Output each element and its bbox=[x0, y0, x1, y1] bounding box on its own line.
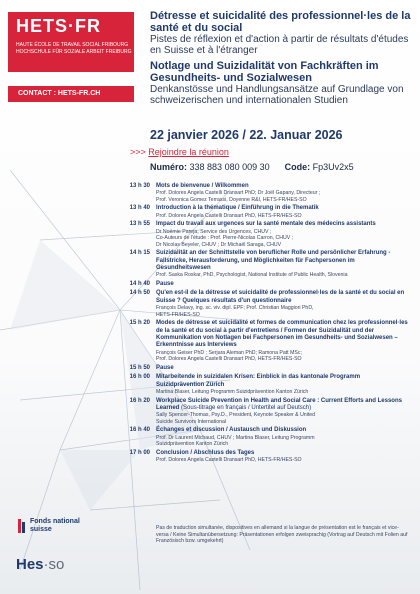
agenda-title bbox=[156, 450, 410, 457]
agenda-title bbox=[156, 427, 410, 434]
agenda-speaker: Prof. Dr Laurent Michaud, CHUV ; Martina Blaser, Leitung Programm bbox=[156, 434, 315, 441]
agenda-row bbox=[120, 250, 410, 279]
agenda-event bbox=[156, 290, 410, 318]
agenda-speaker: HETS-FR/HES-SO bbox=[156, 311, 200, 318]
meeting-number-label: Numéro: bbox=[150, 162, 188, 172]
agenda-speaker: Suizidprävention Kanton Zürich bbox=[156, 441, 229, 448]
meeting-code-label: Code: bbox=[284, 162, 311, 172]
agenda-title-text: Introduction à la thématique / Einführung in die Thematik bbox=[156, 205, 319, 212]
agenda-event bbox=[156, 205, 410, 219]
agenda-event bbox=[156, 374, 410, 395]
agenda-title bbox=[156, 250, 410, 272]
agenda-speaker: Prof. Dolores Angela Castelli Dransart PhD, HETS-FR/HES-SO bbox=[156, 356, 302, 363]
agenda-time: 13 h 55 bbox=[129, 221, 150, 228]
agenda-event bbox=[156, 221, 410, 248]
agenda-time: 14 h 50 bbox=[129, 290, 150, 297]
agenda-title-text: Pause bbox=[156, 280, 174, 287]
agenda-title bbox=[156, 290, 410, 305]
logo-subtitle bbox=[16, 42, 132, 56]
agenda-time: 17 h 00 bbox=[129, 449, 150, 456]
agenda-speaker: Prof. Saska Roskar, PhD, Psychologist, National Institute of Public Health, Slovenia bbox=[156, 272, 348, 279]
fonds-national-logo bbox=[30, 518, 80, 534]
agenda-title-text: Mitarbeitende in suizidalen Krisen: Einblick in das kantonale Programm Suizidprävention Zürich bbox=[156, 374, 361, 388]
contact-link[interactable]: CONTACT : HETS-FR.CH bbox=[8, 86, 134, 102]
title-fr: Détresse et suicidalité des professionnel·les de la santé et du social bbox=[150, 10, 411, 34]
agenda-time: 16 h 00 bbox=[129, 374, 150, 381]
logo-subtitle-de: HOCHSCHULE FÜR SOZIALE ARBEIT FREIBURG bbox=[16, 49, 132, 55]
join-arrows: >>> bbox=[130, 147, 146, 157]
agenda-time: 13 h 40 bbox=[129, 205, 150, 212]
agenda-row bbox=[120, 427, 410, 447]
agenda-row bbox=[120, 374, 410, 395]
agenda-event bbox=[156, 281, 410, 288]
logo-subtitle-fr: HAUTE ÉCOLE DE TRAVAIL SOCIAL FRIBOURG bbox=[16, 42, 129, 48]
agenda-title-text: Qu'en est-il de la détresse et suicidalité de professionnel·les de la santé et du social en Suisse ? Quelques résultats d'un questionnaire bbox=[156, 290, 405, 304]
agenda-speaker: Dr Nicolas Beyeler, CHUV ; Dr Michaël Saraga, CHUV bbox=[156, 241, 282, 248]
agenda-row bbox=[120, 221, 410, 248]
agenda-title-text: Impact du travail aux urgences sur la santé mentale des médecins assistants bbox=[156, 221, 376, 228]
agenda-title-text: Pause bbox=[156, 364, 174, 371]
agenda-speaker: François Geiser PhD ; Serjara Aleman PhD; Ramona Patt MSc; bbox=[156, 349, 302, 356]
agenda-speaker: François Delavy, ing. sc. viv. dipl. EPF; Prof. Christian Maggiori PhD, bbox=[156, 305, 314, 312]
subtitle-de: Denkanstösse und Handlungsansätze auf Grundlage von schweizerischen und internationalen Studien bbox=[150, 84, 404, 106]
agenda-event bbox=[156, 250, 410, 279]
agenda-title bbox=[156, 205, 410, 212]
agenda-time: 14 h 15 bbox=[129, 250, 150, 257]
agenda-time: 14 h 40 bbox=[129, 280, 150, 287]
agenda-speaker: Co-Auteurs de l'étude : Prof. Pierre-Nicolas Carron, CHUV ; bbox=[156, 235, 294, 242]
page-header bbox=[150, 10, 412, 106]
agenda-title-note: (Sous-titrage en français / Untertitel auf Deutsch) bbox=[181, 404, 312, 411]
agenda-title bbox=[156, 374, 410, 389]
agenda-row bbox=[120, 320, 410, 363]
agenda-speaker: Martina Blaser, Leitung Programm Suizidprävention Kanton Zürich bbox=[156, 389, 309, 395]
agenda-title-text: Mots de bienvenue / Wilkommen bbox=[156, 183, 249, 189]
hets-fr-logo bbox=[8, 12, 134, 72]
agenda-event bbox=[156, 450, 410, 464]
meeting-number: 338 883 080 009 30 bbox=[189, 162, 270, 172]
logo-title: HETS·FR bbox=[16, 16, 101, 36]
agenda-row bbox=[120, 290, 410, 318]
agenda-title bbox=[156, 320, 410, 350]
agenda-title bbox=[156, 221, 410, 228]
agenda-speaker: Dr Noémie Pareja, Service des Urgences, CHUV ; bbox=[156, 228, 272, 235]
hes-suffix: ·so bbox=[43, 556, 65, 573]
agenda-time: 13 h 30 bbox=[129, 183, 150, 189]
meeting-code: Fp3Uv2x5 bbox=[312, 162, 354, 172]
agenda-row bbox=[120, 281, 410, 288]
agenda-title bbox=[156, 281, 410, 288]
agenda-title-text: Modes de détresse et suicidalité et formes de communication chez les professionnel·les de la santé et du social à partir d'entretiens / Formen der Suizidalität und der Kommunikation von Notlagen bei Fachpersonen im Gesundheits- und Sozialwesen – Erkenntnisse aus Interviews bbox=[156, 320, 408, 349]
agenda-event bbox=[156, 320, 410, 363]
join-meeting-link[interactable]: Rejoindre la réunion bbox=[148, 147, 229, 157]
agenda-time: 16 h 40 bbox=[129, 427, 150, 434]
agenda-title-text: Workplace Suicide Prevention in Health and Social Care : Current Efforts and Lessons Learned bbox=[156, 397, 402, 411]
agenda-row bbox=[120, 205, 410, 219]
title-de: Notlage und Suizidalität von Fachkräften im Gesundheits- und Sozialwesen bbox=[150, 60, 379, 84]
agenda-speaker: Sally Spencer-Thomas, Psy.D., President, Keynote Speaker & United bbox=[156, 412, 316, 419]
hes-main: Hes bbox=[16, 556, 44, 573]
agenda-time: 15 h 20 bbox=[129, 320, 150, 327]
fonds-national-logo-icon bbox=[18, 519, 26, 533]
meeting-info bbox=[150, 162, 354, 172]
agenda-speaker: Prof. Dolores Angela Castelli Dransart PhD, HETS-FR/HES-SO bbox=[156, 212, 302, 219]
agenda-time: 15 h 50 bbox=[129, 364, 150, 371]
agenda-speaker: Prof. Veronica Gomez Terrassi, Doyenne R&I, HETS-FR/HES-SO bbox=[156, 196, 307, 203]
join-meeting bbox=[130, 147, 229, 157]
agenda-title bbox=[156, 183, 410, 190]
agenda-row bbox=[120, 398, 410, 426]
agenda-title-text: Suizidalität an der Schnittstelle von beruflicher Rolle und persönlicher Erfahrung - Fallstricke, Herausforderung, und Möglichkeiten für Fachpersonen im Gesundheitswesen bbox=[156, 250, 391, 272]
agenda-title-text: Conclusion / Abschluss des Tages bbox=[156, 449, 255, 456]
agenda-title bbox=[156, 398, 410, 413]
agenda-speaker: Prof. Dolores Angela Castelli Dransart PhD; Dr Joël Gapany, Directeur ; bbox=[156, 190, 321, 197]
agenda-event bbox=[156, 427, 410, 447]
fonds-line-2: suisse bbox=[30, 526, 52, 533]
hes-so-logo bbox=[16, 556, 64, 573]
agenda-event bbox=[156, 398, 410, 426]
agenda-row bbox=[120, 450, 410, 464]
agenda-row bbox=[120, 183, 410, 203]
agenda-speaker: Prof. Dolores Angela Castelli Dransart PhD, HETS-FR/HES-SO bbox=[156, 457, 302, 464]
agenda-title bbox=[156, 365, 410, 372]
agenda-event bbox=[156, 365, 410, 372]
subtitle-fr: Pistes de réflexion et d'action à partir de résultats d'études en Suisse et à l'étranger bbox=[150, 34, 409, 56]
agenda-event bbox=[156, 183, 410, 203]
agenda bbox=[120, 183, 410, 466]
event-date: 22 janvier 2026 / 22. Januar 2026 bbox=[150, 128, 343, 142]
fonds-line-1: Fonds national bbox=[30, 518, 80, 525]
translation-note: Pas de traduction simultanée, dispositives en allemand si la langue de présentation est le français et vice-versa / Keine Simultanübersetzung: Präsentationen erfolgen zweisprachig (Vortrag auf Deutsch mit Folien auf Französisch bzw. umgekehrt) bbox=[156, 525, 408, 544]
agenda-time: 16 h 20 bbox=[129, 397, 150, 404]
agenda-speaker: Suicide Survivors International bbox=[156, 418, 227, 425]
agenda-row bbox=[120, 365, 410, 372]
agenda-title-text: Échanges et discussion / Austausch und Diskussion bbox=[156, 427, 307, 434]
